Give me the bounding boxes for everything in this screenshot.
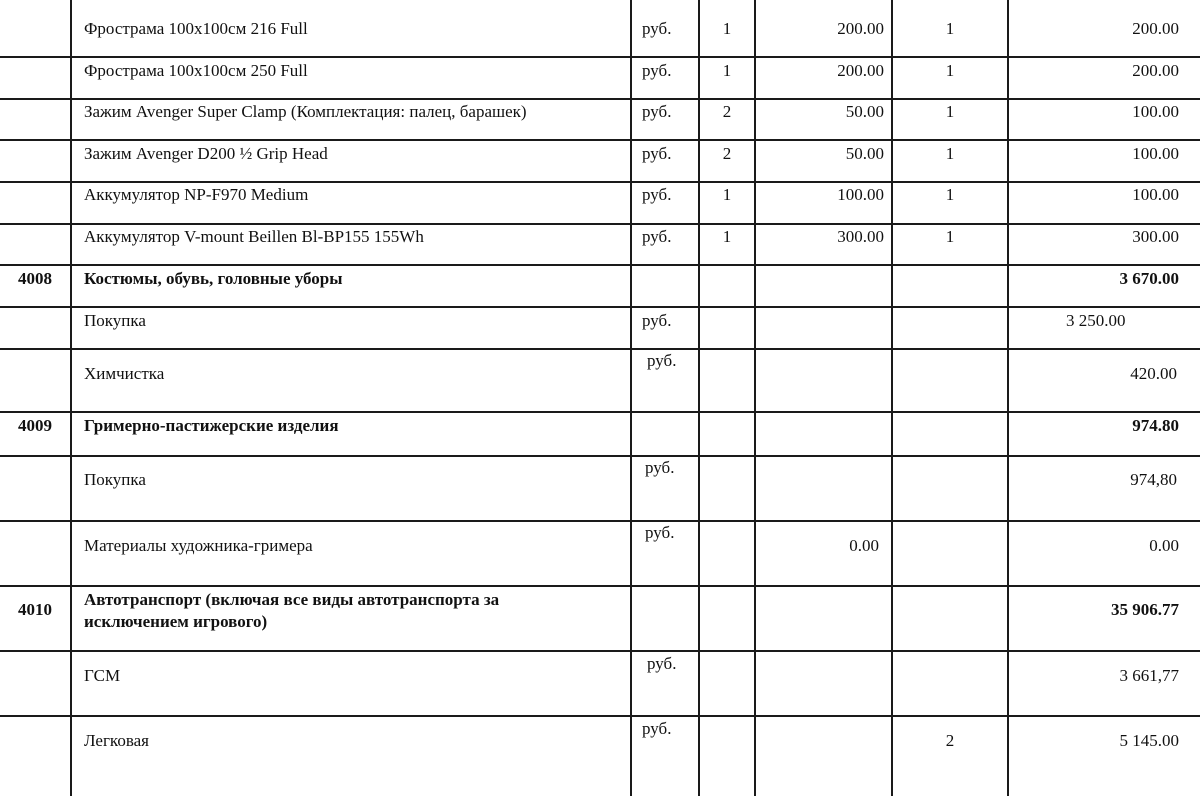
item-unit: руб. — [642, 61, 672, 80]
item-name: Покупка — [84, 470, 146, 489]
item-qty: 1 — [722, 227, 732, 246]
grid-hline — [0, 411, 1200, 413]
item-price: 200.00 — [837, 61, 884, 80]
item-qty: 2 — [722, 144, 732, 163]
item-unit: руб. — [642, 227, 672, 246]
item-total: 200.00 — [1132, 61, 1179, 80]
item-count: 1 — [945, 144, 955, 163]
grid-vline — [630, 0, 632, 796]
grid-hline — [0, 181, 1200, 183]
grid-hline — [0, 223, 1200, 225]
item-qty: 1 — [722, 185, 732, 204]
item-name: ГСМ — [84, 666, 121, 685]
item-unit: руб. — [645, 523, 675, 542]
item-count: 1 — [945, 185, 955, 204]
item-unit: руб. — [645, 458, 675, 477]
item-name: Аккумулятор V-mount Beillen Bl-BP155 155Wh — [84, 227, 424, 246]
item-total: 3 250.00 — [1066, 311, 1126, 330]
item-name: Фрострама 100x100см 216 Full — [84, 19, 308, 38]
item-name: Легковая — [84, 731, 149, 750]
item-total: 5 145.00 — [1119, 731, 1179, 750]
item-count: 1 — [945, 61, 955, 80]
item-count: 1 — [945, 19, 955, 38]
item-total: 0.00 — [1149, 536, 1179, 555]
item-price: 0.00 — [849, 536, 879, 555]
item-total: 200.00 — [1132, 19, 1179, 38]
section-code: 4010 — [18, 600, 52, 619]
item-price: 50.00 — [845, 102, 884, 121]
item-price: 300.00 — [837, 227, 884, 246]
item-qty: 1 — [722, 61, 732, 80]
grid-hline — [0, 585, 1200, 587]
section-name: Гримерно-пастижерские изделия — [84, 416, 339, 435]
grid-hline — [0, 348, 1200, 350]
section-name-line1: Автотранспорт (включая все виды автотранспорта за — [84, 590, 500, 609]
grid-vline — [70, 0, 72, 796]
grid-hline — [0, 264, 1200, 266]
item-price: 100.00 — [837, 185, 884, 204]
item-name: Материалы художника-гримера — [84, 536, 313, 555]
item-qty: 2 — [722, 102, 732, 121]
item-price: 50.00 — [845, 144, 884, 163]
item-name: Покупка — [84, 311, 146, 330]
grid-hline — [0, 98, 1200, 100]
item-unit: руб. — [642, 311, 672, 330]
section-total: 35 906.77 — [1111, 600, 1179, 619]
item-total: 420.00 — [1130, 364, 1177, 383]
item-unit: руб. — [642, 144, 672, 163]
item-qty: 1 — [722, 19, 732, 38]
section-name: Костюмы, обувь, головные уборы — [84, 269, 343, 288]
grid-hline — [0, 306, 1200, 308]
grid-hline — [0, 455, 1200, 457]
item-name: Зажим Avenger D200 ½ Grip Head — [84, 144, 328, 163]
item-count: 1 — [945, 227, 955, 246]
item-unit: руб. — [647, 351, 677, 370]
grid-hline — [0, 650, 1200, 652]
section-name-line2: исключением игрового) — [84, 612, 268, 631]
section-code: 4008 — [18, 269, 52, 288]
grid-hline — [0, 520, 1200, 522]
item-count: 1 — [945, 102, 955, 121]
item-unit: руб. — [642, 719, 672, 738]
item-total: 100.00 — [1132, 144, 1179, 163]
item-name: Химчистка — [84, 364, 165, 383]
grid-hline — [0, 715, 1200, 717]
item-unit: руб. — [642, 102, 672, 121]
item-price: 200.00 — [837, 19, 884, 38]
item-total: 3 661,77 — [1119, 666, 1179, 685]
section-total: 974.80 — [1132, 416, 1179, 435]
item-unit: руб. — [642, 185, 672, 204]
item-total: 100.00 — [1132, 102, 1179, 121]
item-total: 100.00 — [1132, 185, 1179, 204]
section-code: 4009 — [18, 416, 52, 435]
item-unit: руб. — [647, 654, 677, 673]
item-count: 2 — [945, 731, 955, 750]
item-total: 974,80 — [1130, 470, 1177, 489]
item-total: 300.00 — [1132, 227, 1179, 246]
grid-hline — [0, 139, 1200, 141]
section-total: 3 670.00 — [1119, 269, 1179, 288]
item-name: Фрострама 100x100см 250 Full — [84, 61, 308, 80]
item-name: Аккумулятор NP-F970 Medium — [84, 185, 309, 204]
item-unit: руб. — [642, 19, 672, 38]
grid-hline — [0, 56, 1200, 58]
item-name: Зажим Avenger Super Clamp (Комплектация: палец, барашек) — [84, 102, 527, 121]
